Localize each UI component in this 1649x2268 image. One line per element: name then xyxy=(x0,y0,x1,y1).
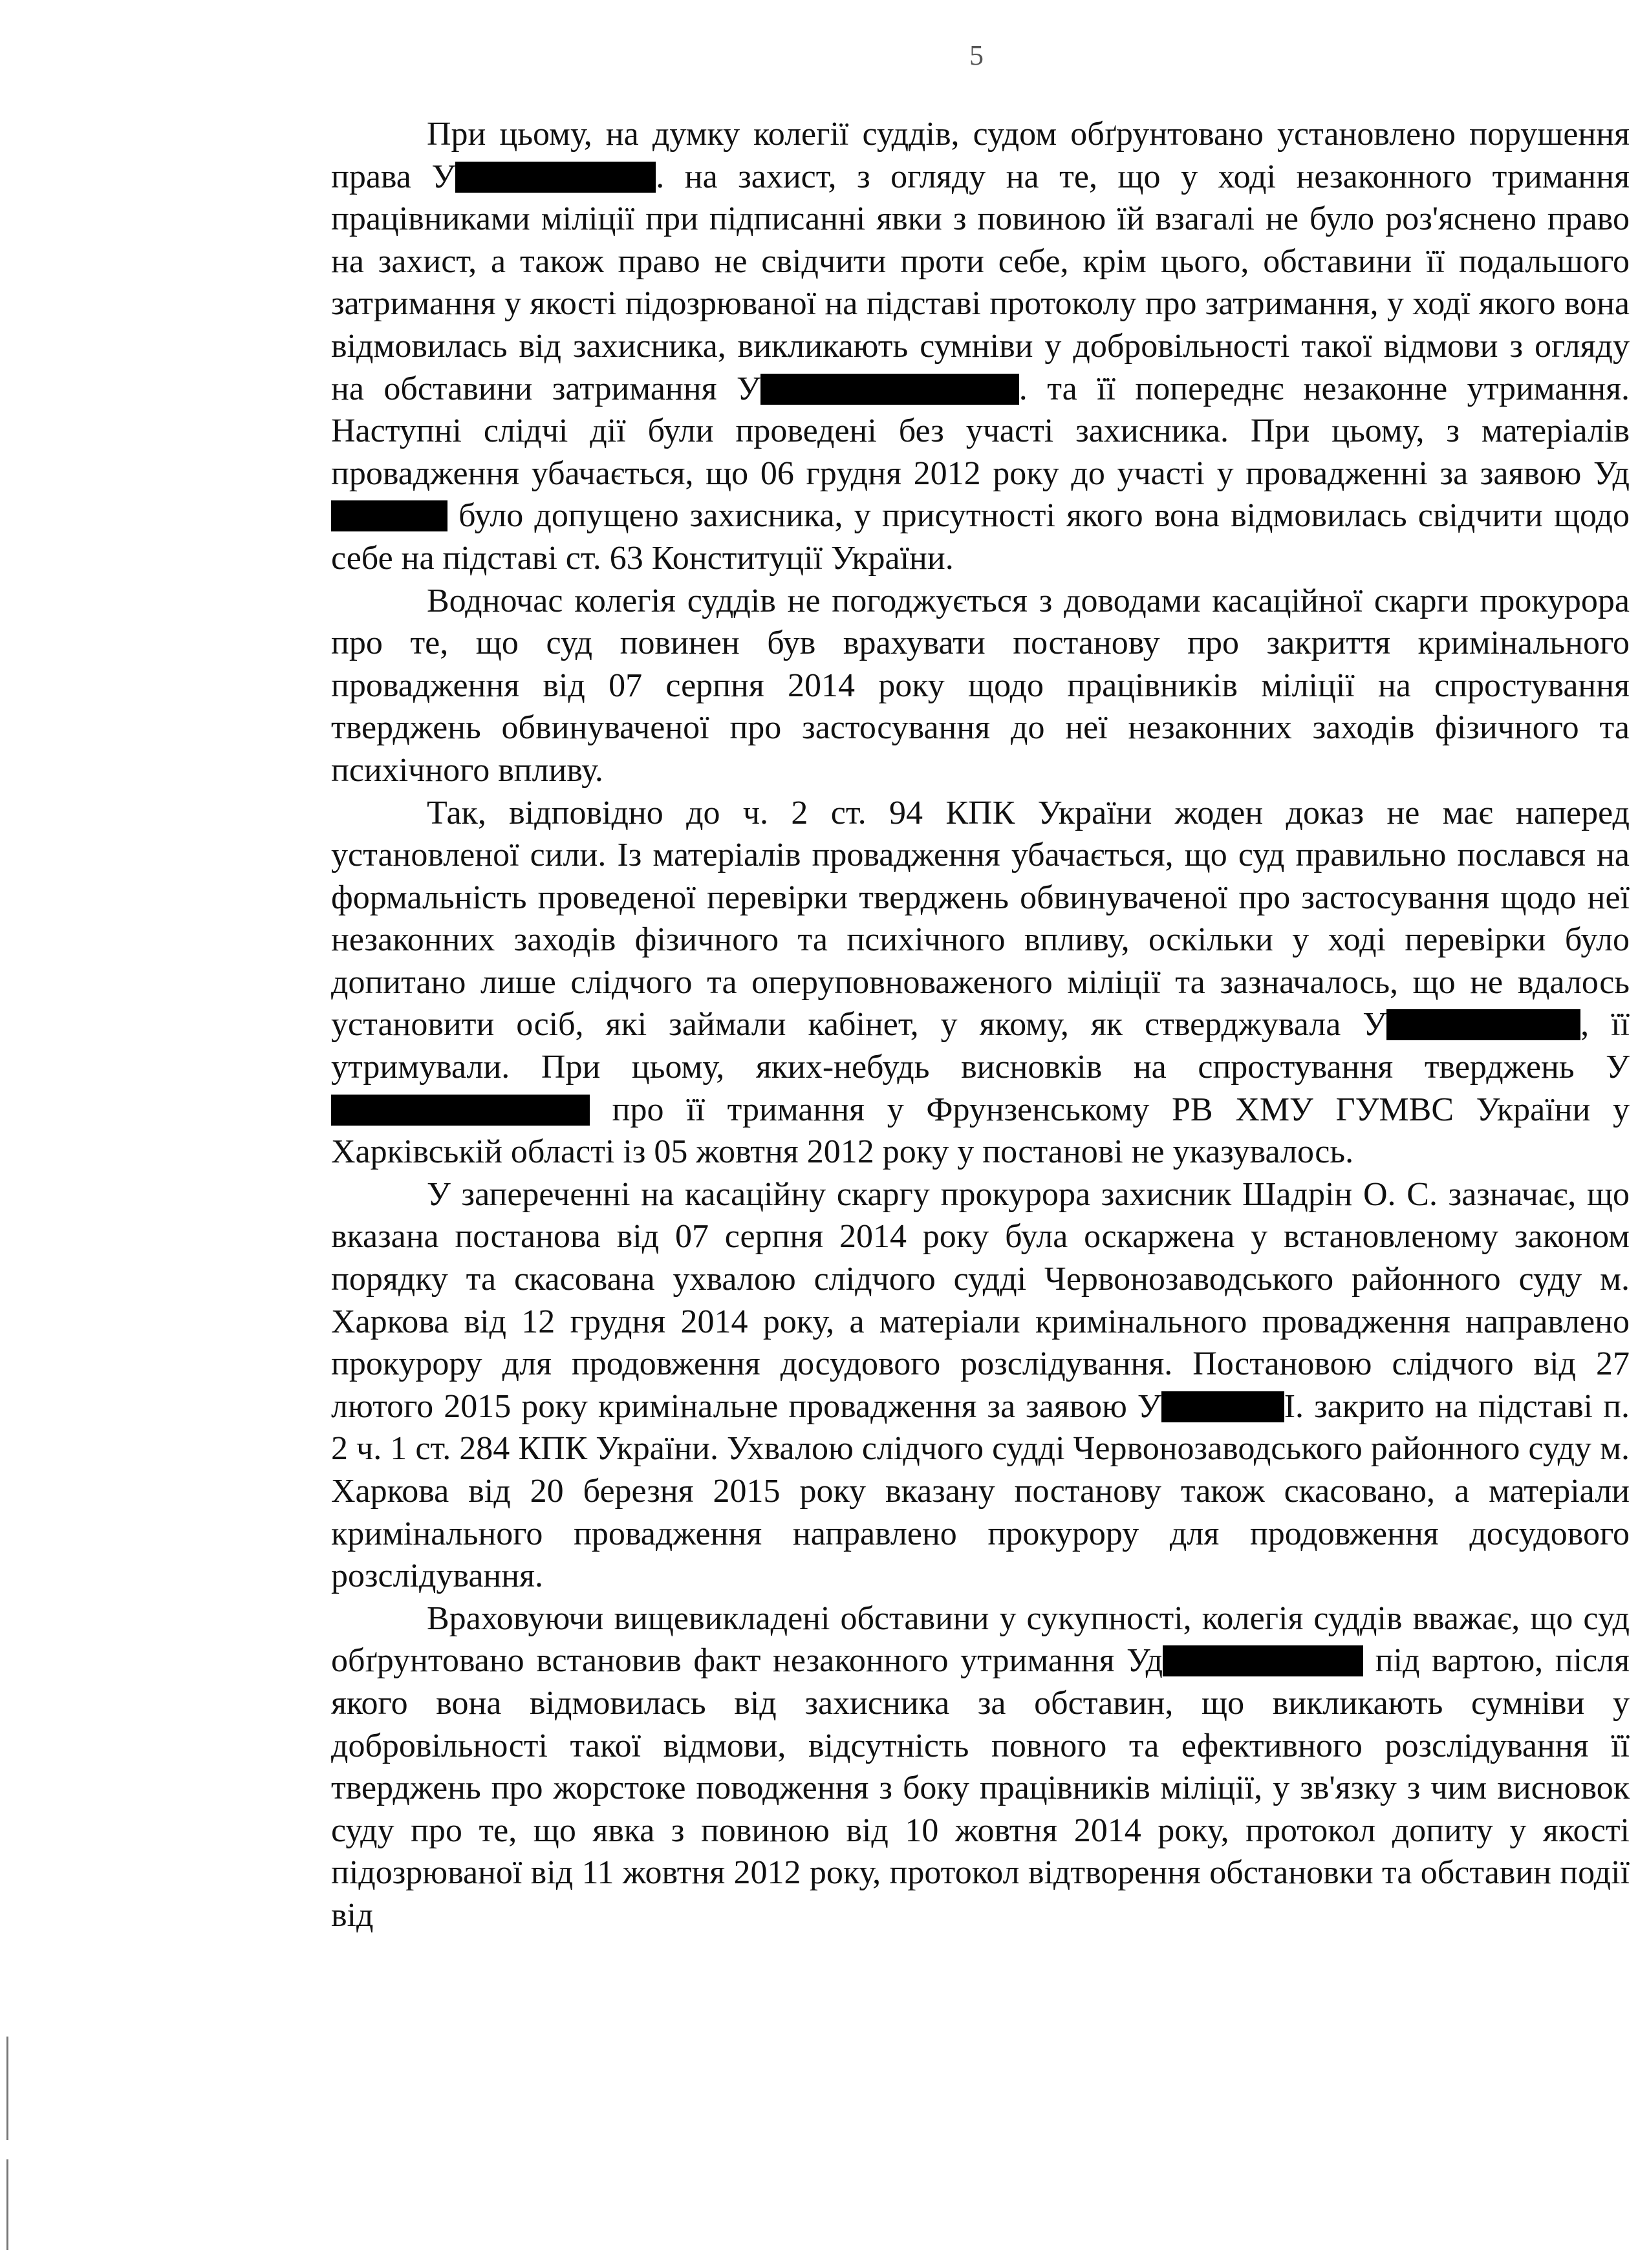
document-body xyxy=(331,113,1630,1937)
redaction-box xyxy=(1386,1009,1580,1040)
redaction-box xyxy=(1163,1645,1363,1676)
redaction-box xyxy=(331,500,447,531)
paragraph-text: I. закрито на підставі п. 2 ч. 1 ст. 284 КПК України. Ухвалою слідчого судді Червонозаводського районного суду м. Харкова від 20 березня 2015 року вказану постанову також скасовано, а матеріали кримінального провадження направлено прокурору для продовження досудового розслідування. xyxy=(331,1387,1630,1595)
paragraph-text: . на захист, з огляду на те, що у ході незаконного тримання працівниками міліції при підписанні явки з повиною їй взагалі не було роз'яснено право на захист, а також право не свідчити проти себе, крім цього, обставини її подальшого затримання у якості підозрюваної на підставі протоколу про затримання, у ходї якого вона відмовилась від захисника, викликають сумніви у добровільності такої відмови з огляду на обставини затримання У xyxy=(331,158,1630,407)
paragraph xyxy=(331,792,1630,1173)
paragraph-text: У запереченні на касаційну скаргу прокурора захисник Шадрін О. С. зазначає, що вказана постанова від 07 серпня 2014 року була оскаржена у встановленому законом порядку та скасована ухвалою слідчого судді Червонозаводського районного суду м. Харкова від 12 грудня 2014 року, а матеріали кримінального провадження направлено прокурору для продовження досудового розслідування. Постановою слідчого від 27 лютого 2015 року кримінальне провадження за заявою У xyxy=(331,1175,1630,1425)
paragraph-text: під вартою, після якого вона відмовилась від захисника за обставин, що викликають сумніви у добровільності такої відмови, відсутність повного та ефективного розслідування її тверджень про жорстоке поводження з боку працівників міліції, у зв'язку з чим висновок суду про те, що явка з повиною від 10 жовтня 2014 року, протокол допиту у якості підозрюваної від 11 жовтня 2012 року, протокол відтворення обстановки та обставин події від xyxy=(331,1642,1630,1934)
paragraph-text: було допущено захисника, у присутності якого вона відмовилась свідчити щодо себе на підставі ст. 63 Конституції України. xyxy=(331,497,1630,577)
scan-margin-mark xyxy=(6,2159,8,2250)
paragraph-text: про її тримання у Фрунзенському РВ ХМУ ГУМВС України у Харківській області із 05 жовтня 2012 року у постанові не указувалось. xyxy=(331,1091,1630,1171)
paragraph-text: . та її попереднє незаконне утримання. Наступні слідчі дії були проведені без участі захисника. При цьому, з матеріалів провадження убачається, що 06 грудня 2012 року до участі у провадженні за заявою Уд xyxy=(331,370,1630,492)
paragraph xyxy=(331,1598,1630,1937)
paragraph-text: Водночас колегія суддів не погоджується з доводами касаційної скарги прокурора про те, що суд повинен був врахувати постанову про закриття кримінального провадження від 07 серпня 2014 року щодо працівників міліції на спростування тверджень обвинуваченої про застосування до неї незаконних заходів фізичного та психічного впливу. xyxy=(331,582,1630,789)
redaction-box xyxy=(331,1095,590,1126)
scan-margin-mark xyxy=(6,2037,8,2140)
paragraph-text: Враховуючи вищевикладені обставини у сукупності, колегія суддів вважає, що суд обґрунтовано встановив факт незаконного утримання Уд xyxy=(331,1599,1630,1680)
paragraph xyxy=(331,113,1630,580)
paragraph-text: При цьому, на думку колегії суддів, судом обґрунтовано установлено порушення права У xyxy=(331,116,1630,195)
redaction-box xyxy=(1161,1391,1284,1422)
paragraph-text: , її утримували. При цьому, яких-небудь висновків на спростування тверджень У xyxy=(331,1006,1630,1086)
paragraph xyxy=(331,580,1630,792)
paragraph xyxy=(331,1173,1630,1598)
paragraph-text: Так, відповідно до ч. 2 ст. 94 КПК України жоден доказ не має наперед установленої сили. Із матеріалів провадження убачається, що суд правильно послався на формальність проведеної перевірки тверджень обвинуваченої про застосування щодо неї незаконних заходів фізичного та психічного впливу, оскільки у ході перевірки було допитано лише слідчого та оперуповноваженого міліції та зазначалось, що не вдалось установити осіб, які займали кабінет, у якому, як стверджувала У xyxy=(331,794,1630,1043)
redaction-box xyxy=(455,162,656,193)
redaction-box xyxy=(760,374,1019,405)
page-number: 5 xyxy=(969,39,984,71)
